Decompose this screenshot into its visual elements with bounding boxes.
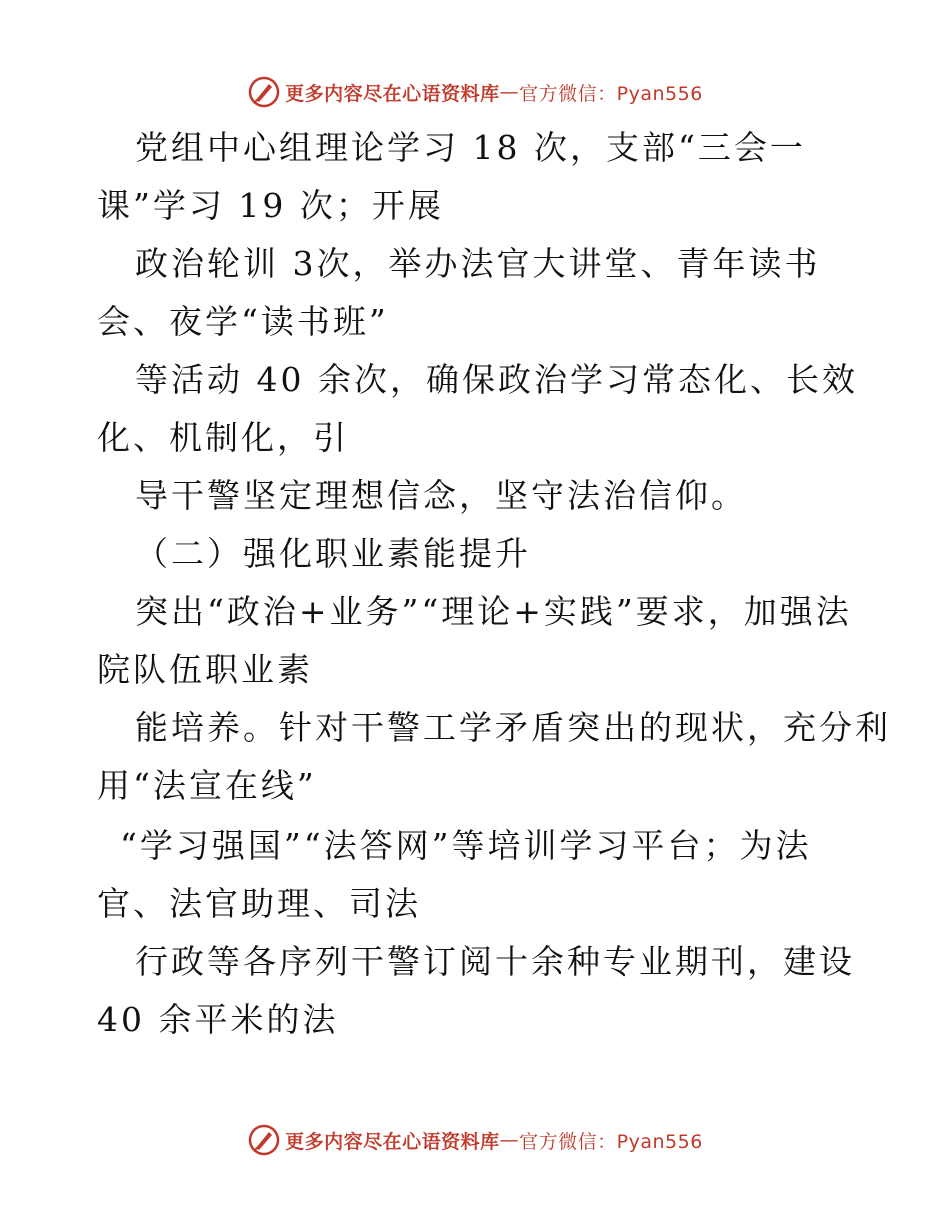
body-line: 会、夜学“读书班” <box>97 302 389 341</box>
body-line: 突出“政治+业务”“理论+实践”要求，加强法 <box>135 592 852 631</box>
watermark-separator: — <box>499 81 520 103</box>
body-line: 行政等各序列干警订阅十余种专业期刊，建设 <box>135 942 855 981</box>
body-line: 导干警坚定理想信念，坚守法治信仰。 <box>135 476 747 515</box>
body-line: 能培养。针对干警工学矛盾突出的现状，充分利 <box>135 708 891 747</box>
body-line: 院队伍职业素 <box>97 650 313 689</box>
section-heading: （二）强化职业素能提升 <box>135 534 531 573</box>
quill-pen-circle-icon <box>247 1123 281 1157</box>
body-line: 化、机制化，引 <box>97 418 349 457</box>
body-line: 等活动 40 余次，确保政治学习常态化、长效 <box>135 360 858 399</box>
body-line: 课”学习 19 次；开展 <box>97 186 444 225</box>
body-line: 党组中心组理论学习 18 次，支部“三会一 <box>135 128 806 167</box>
body-line: 官、法官助理、司法 <box>97 884 421 923</box>
body-line: “学习强国”“法答网”等培训学习平台；为法 <box>120 826 812 865</box>
quill-pen-circle-icon <box>247 75 281 109</box>
body-line: 40 余平米的法 <box>97 1000 339 1039</box>
watermark-banner-bottom <box>0 1120 950 1160</box>
body-line: 政治轮训 3次，举办法官大讲堂、青年读书 <box>135 244 821 283</box>
watermark-wechat-text: 官方微信：Pyan556 <box>519 82 703 105</box>
watermark-banner-top <box>0 72 950 112</box>
watermark-wechat-text: 官方微信：Pyan556 <box>519 1130 703 1153</box>
body-line: 用“法宣在线” <box>97 766 317 805</box>
watermark-separator: — <box>499 1129 520 1151</box>
watermark-main-text: 更多内容尽在心语资料库 <box>285 1130 500 1153</box>
watermark-main-text: 更多内容尽在心语资料库 <box>285 82 500 105</box>
